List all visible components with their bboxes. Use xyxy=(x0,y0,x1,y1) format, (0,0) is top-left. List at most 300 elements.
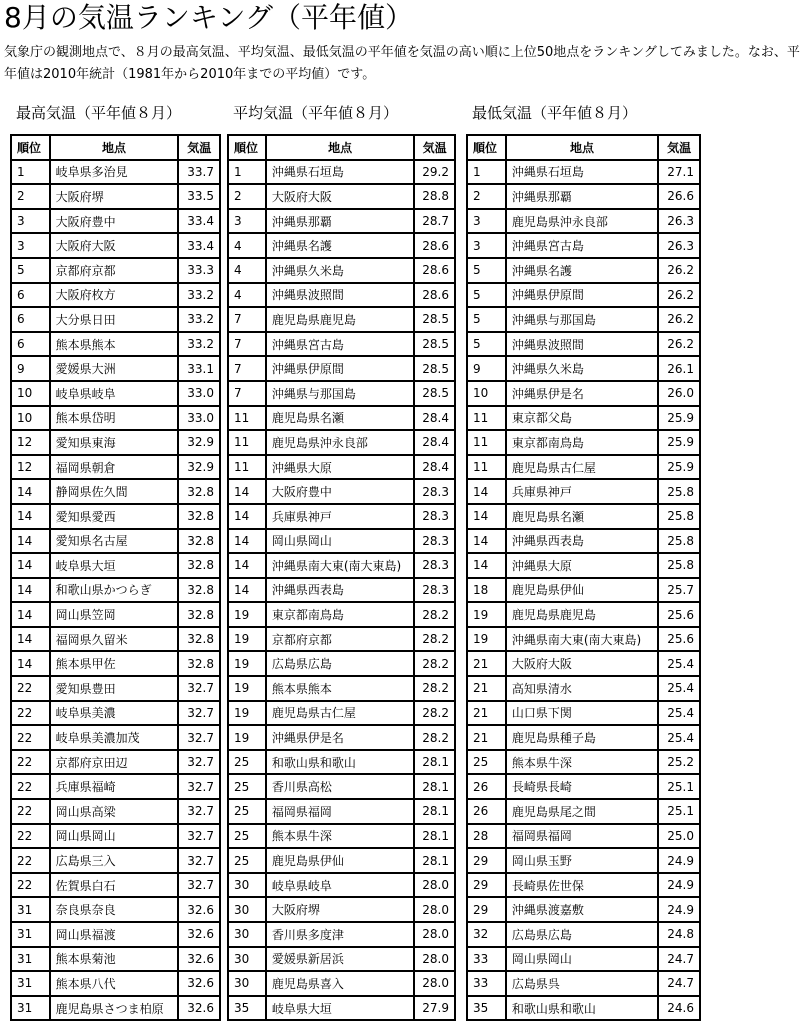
temperature-cell: 28.2 xyxy=(414,627,455,652)
table-row xyxy=(467,824,700,849)
rank-cell: 32 xyxy=(467,922,506,947)
location-cell: 京都府京田辺 xyxy=(50,750,179,775)
rank-cell: 3 xyxy=(11,209,50,234)
rank-cell: 33 xyxy=(467,971,506,996)
rank-cell: 3 xyxy=(228,209,266,234)
location-cell: 大阪府豊中 xyxy=(266,479,414,504)
location-cell: 沖縄県宮古島 xyxy=(506,233,658,258)
location-cell: 沖縄県伊是名 xyxy=(506,381,658,406)
table-row xyxy=(11,332,220,357)
rank-cell: 11 xyxy=(467,406,506,431)
location-cell: 山口県下関 xyxy=(506,701,658,726)
temperature-cell: 25.4 xyxy=(658,725,700,750)
temperature-cell: 26.2 xyxy=(658,283,700,308)
rank-cell: 3 xyxy=(467,209,506,234)
table-row xyxy=(11,184,220,209)
rank-cell: 14 xyxy=(11,602,50,627)
rank-cell: 33 xyxy=(467,947,506,972)
location-cell: 沖縄県宮古島 xyxy=(266,332,414,357)
temperature-cell: 33.0 xyxy=(178,381,220,406)
rank-cell: 4 xyxy=(228,233,266,258)
table-row xyxy=(228,160,455,185)
temperature-cell: 26.2 xyxy=(658,332,700,357)
rank-cell: 14 xyxy=(467,553,506,578)
location-cell: 和歌山県和歌山 xyxy=(506,996,658,1021)
location-cell: 岡山県笠岡 xyxy=(50,602,179,627)
temperature-cell: 29.2 xyxy=(414,160,455,185)
location-cell: 大阪府豊中 xyxy=(50,209,179,234)
location-cell: 沖縄県波照間 xyxy=(506,332,658,357)
location-cell: 沖縄県伊原間 xyxy=(266,356,414,381)
temperature-cell: 32.6 xyxy=(178,947,220,972)
temperature-cell: 25.4 xyxy=(658,651,700,676)
rank-cell: 19 xyxy=(467,602,506,627)
rank-cell: 11 xyxy=(228,430,266,455)
temperature-cell: 33.2 xyxy=(178,307,220,332)
temperature-cell: 28.1 xyxy=(414,774,455,799)
rank-cell: 26 xyxy=(467,774,506,799)
rank-cell: 21 xyxy=(467,701,506,726)
rank-cell: 6 xyxy=(11,332,50,357)
table-row xyxy=(228,209,455,234)
rank-cell: 10 xyxy=(11,406,50,431)
temperature-cell: 26.2 xyxy=(658,258,700,283)
rank-cell: 30 xyxy=(228,897,266,922)
location-cell: 岡山県福渡 xyxy=(50,922,179,947)
rank-cell: 18 xyxy=(467,578,506,603)
table-row xyxy=(228,676,455,701)
location-cell: 沖縄県那覇 xyxy=(266,209,414,234)
temperature-cell: 32.7 xyxy=(178,824,220,849)
location-cell: 鹿児島県鹿児島 xyxy=(506,602,658,627)
temperature-cell: 28.8 xyxy=(414,184,455,209)
location-header: 地点 xyxy=(50,135,179,160)
rank-cell: 11 xyxy=(467,455,506,480)
rank-cell: 19 xyxy=(228,725,266,750)
temperature-cell: 28.5 xyxy=(414,307,455,332)
table-row xyxy=(467,971,700,996)
location-cell: 岐阜県美濃加茂 xyxy=(50,725,179,750)
location-cell: 鹿児島県古仁屋 xyxy=(266,701,414,726)
temperature-cell: 32.7 xyxy=(178,799,220,824)
location-cell: 熊本県八代 xyxy=(50,971,179,996)
rank-cell: 31 xyxy=(11,996,50,1021)
location-cell: 沖縄県大原 xyxy=(506,553,658,578)
location-cell: 鹿児島県名瀬 xyxy=(266,406,414,431)
location-cell: 鹿児島県さつま柏原 xyxy=(50,996,179,1021)
rank-cell: 5 xyxy=(467,283,506,308)
rank-cell: 10 xyxy=(467,381,506,406)
temperature-cell: 28.3 xyxy=(414,479,455,504)
rank-cell: 19 xyxy=(228,651,266,676)
location-cell: 広島県広島 xyxy=(266,651,414,676)
location-cell: 熊本県牛深 xyxy=(266,824,414,849)
location-cell: 高知県清水 xyxy=(506,676,658,701)
table-row xyxy=(467,602,700,627)
location-cell: 東京都南鳥島 xyxy=(266,602,414,627)
temperature-cell: 32.7 xyxy=(178,725,220,750)
rank-header: 順位 xyxy=(228,135,266,160)
temperature-cell: 32.7 xyxy=(178,848,220,873)
location-cell: 鹿児島県喜入 xyxy=(266,971,414,996)
location-cell: 沖縄県石垣島 xyxy=(266,160,414,185)
temperature-cell: 25.1 xyxy=(658,799,700,824)
table-header-row xyxy=(228,135,455,160)
table-row xyxy=(11,160,220,185)
temperature-header: 気温 xyxy=(178,135,220,160)
temperature-cell: 24.9 xyxy=(658,848,700,873)
location-cell: 沖縄県渡嘉敷 xyxy=(506,897,658,922)
rank-cell: 7 xyxy=(228,332,266,357)
rank-cell: 14 xyxy=(228,578,266,603)
location-cell: 鹿児島県古仁屋 xyxy=(506,455,658,480)
temperature-cell: 24.9 xyxy=(658,873,700,898)
location-cell: 東京都南鳥島 xyxy=(506,430,658,455)
rank-cell: 12 xyxy=(11,455,50,480)
table-row xyxy=(467,553,700,578)
table-row xyxy=(467,651,700,676)
rank-cell: 22 xyxy=(11,750,50,775)
location-cell: 長崎県長崎 xyxy=(506,774,658,799)
rank-cell: 5 xyxy=(467,258,506,283)
table-row xyxy=(11,848,220,873)
rank-cell: 28 xyxy=(467,824,506,849)
table-row xyxy=(467,209,700,234)
rank-cell: 14 xyxy=(11,529,50,554)
rank-cell: 25 xyxy=(228,848,266,873)
table-row xyxy=(11,873,220,898)
table-row xyxy=(228,233,455,258)
location-cell: 京都府京都 xyxy=(266,627,414,652)
location-cell: 愛知県愛西 xyxy=(50,504,179,529)
temperature-cell: 24.6 xyxy=(658,996,700,1021)
rank-cell: 2 xyxy=(467,184,506,209)
rank-cell: 26 xyxy=(467,799,506,824)
rank-cell: 25 xyxy=(228,750,266,775)
temperature-cell: 25.9 xyxy=(658,406,700,431)
rank-cell: 31 xyxy=(11,897,50,922)
temperature-cell: 28.2 xyxy=(414,651,455,676)
temperature-cell: 24.9 xyxy=(658,897,700,922)
table-row xyxy=(467,848,700,873)
temperature-cell: 27.1 xyxy=(658,160,700,185)
temperature-cell: 33.4 xyxy=(178,233,220,258)
table-row xyxy=(467,406,700,431)
location-cell: 奈良県奈良 xyxy=(50,897,179,922)
temperature-cell: 28.4 xyxy=(414,430,455,455)
temperature-cell: 32.8 xyxy=(178,578,220,603)
mean-temp-table xyxy=(227,134,456,1021)
location-cell: 沖縄県西表島 xyxy=(506,529,658,554)
table-row xyxy=(467,799,700,824)
rank-cell: 14 xyxy=(11,627,50,652)
table-row xyxy=(228,283,455,308)
rank-cell: 3 xyxy=(11,233,50,258)
location-cell: 大阪府大阪 xyxy=(50,233,179,258)
location-cell: 鹿児島県尾之間 xyxy=(506,799,658,824)
rank-cell: 31 xyxy=(11,947,50,972)
location-cell: 京都府京都 xyxy=(50,258,179,283)
rank-cell: 1 xyxy=(11,160,50,185)
location-header: 地点 xyxy=(266,135,414,160)
location-cell: 沖縄県伊是名 xyxy=(266,725,414,750)
temperature-cell: 24.7 xyxy=(658,971,700,996)
location-cell: 佐賀県白石 xyxy=(50,873,179,898)
temperature-cell: 28.5 xyxy=(414,381,455,406)
table-row xyxy=(228,750,455,775)
table-row xyxy=(228,406,455,431)
table-row xyxy=(467,184,700,209)
table-row xyxy=(467,160,700,185)
location-cell: 和歌山県かつらぎ xyxy=(50,578,179,603)
temperature-cell: 32.8 xyxy=(178,529,220,554)
rank-cell: 7 xyxy=(228,381,266,406)
rank-cell: 6 xyxy=(11,283,50,308)
location-cell: 兵庫県福崎 xyxy=(50,774,179,799)
location-cell: 岐阜県美濃 xyxy=(50,701,179,726)
location-cell: 東京都父島 xyxy=(506,406,658,431)
table-row xyxy=(467,873,700,898)
table-row xyxy=(11,750,220,775)
location-cell: 大分県日田 xyxy=(50,307,179,332)
rank-cell: 5 xyxy=(11,258,50,283)
table-row xyxy=(467,258,700,283)
rank-cell: 21 xyxy=(467,676,506,701)
location-cell: 沖縄県名護 xyxy=(266,233,414,258)
temperature-cell: 32.9 xyxy=(178,455,220,480)
temperature-cell: 24.8 xyxy=(658,922,700,947)
temperature-cell: 25.0 xyxy=(658,824,700,849)
location-cell: 大阪府堺 xyxy=(266,897,414,922)
rank-cell: 25 xyxy=(228,799,266,824)
max-temp-heading: 最高気温（平年値８月） xyxy=(16,104,182,122)
location-cell: 沖縄県名護 xyxy=(506,258,658,283)
table-row xyxy=(11,233,220,258)
rank-cell: 14 xyxy=(11,504,50,529)
table-row xyxy=(11,799,220,824)
rank-cell: 30 xyxy=(228,971,266,996)
table-row xyxy=(11,553,220,578)
min-temp-heading: 最低気温（平年値８月） xyxy=(472,104,638,122)
table-row xyxy=(228,627,455,652)
rank-cell: 29 xyxy=(467,848,506,873)
table-row xyxy=(228,947,455,972)
temperature-cell: 28.5 xyxy=(414,356,455,381)
rank-cell: 22 xyxy=(11,873,50,898)
table-row xyxy=(228,332,455,357)
rank-cell: 22 xyxy=(11,725,50,750)
location-cell: 愛媛県大洲 xyxy=(50,356,179,381)
rank-cell: 12 xyxy=(11,430,50,455)
table-row xyxy=(467,529,700,554)
temperature-header: 気温 xyxy=(658,135,700,160)
rank-cell: 19 xyxy=(228,676,266,701)
location-cell: 福岡県福岡 xyxy=(506,824,658,849)
table-row xyxy=(11,258,220,283)
min-temp-section xyxy=(466,102,701,1021)
rank-cell: 22 xyxy=(11,848,50,873)
table-row xyxy=(11,922,220,947)
location-cell: 香川県多度津 xyxy=(266,922,414,947)
table-row xyxy=(467,578,700,603)
location-cell: 鹿児島県種子島 xyxy=(506,725,658,750)
temperature-cell: 28.2 xyxy=(414,676,455,701)
location-cell: 熊本県菊池 xyxy=(50,947,179,972)
temperature-cell: 25.8 xyxy=(658,553,700,578)
temperature-cell: 32.7 xyxy=(178,750,220,775)
table-row xyxy=(228,971,455,996)
table-row xyxy=(228,307,455,332)
rank-cell: 35 xyxy=(467,996,506,1021)
table-row xyxy=(11,455,220,480)
table-row xyxy=(228,356,455,381)
rank-cell: 14 xyxy=(11,651,50,676)
table-row xyxy=(228,651,455,676)
temperature-cell: 32.8 xyxy=(178,651,220,676)
temperature-cell: 28.5 xyxy=(414,332,455,357)
rank-cell: 14 xyxy=(228,504,266,529)
temperature-cell: 28.3 xyxy=(414,529,455,554)
table-row xyxy=(11,209,220,234)
rank-cell: 14 xyxy=(11,553,50,578)
rank-cell: 14 xyxy=(467,479,506,504)
location-cell: 熊本県熊本 xyxy=(50,332,179,357)
temperature-cell: 32.8 xyxy=(178,479,220,504)
temperature-cell: 25.2 xyxy=(658,750,700,775)
table-row xyxy=(467,774,700,799)
rank-cell: 22 xyxy=(11,774,50,799)
rank-cell: 1 xyxy=(228,160,266,185)
table-row xyxy=(228,873,455,898)
temperature-header: 気温 xyxy=(414,135,455,160)
rank-cell: 14 xyxy=(11,578,50,603)
table-row xyxy=(467,479,700,504)
location-cell: 福岡県久留米 xyxy=(50,627,179,652)
table-row xyxy=(228,553,455,578)
location-cell: 沖縄県久米島 xyxy=(506,356,658,381)
location-cell: 長崎県佐世保 xyxy=(506,873,658,898)
location-cell: 熊本県甲佐 xyxy=(50,651,179,676)
location-cell: 沖縄県波照間 xyxy=(266,283,414,308)
table-row xyxy=(467,307,700,332)
rank-cell: 19 xyxy=(467,627,506,652)
location-cell: 沖縄県与那国島 xyxy=(266,381,414,406)
temperature-cell: 33.5 xyxy=(178,184,220,209)
table-row xyxy=(228,824,455,849)
location-cell: 鹿児島県沖永良部 xyxy=(506,209,658,234)
location-cell: 兵庫県神戸 xyxy=(266,504,414,529)
mean-temp-section xyxy=(227,102,456,1021)
table-row xyxy=(228,799,455,824)
max-temp-section xyxy=(10,102,221,1021)
table-row xyxy=(467,922,700,947)
rank-cell: 14 xyxy=(228,529,266,554)
location-cell: 大阪府枚方 xyxy=(50,283,179,308)
temperature-cell: 28.1 xyxy=(414,750,455,775)
rank-cell: 5 xyxy=(467,307,506,332)
rank-cell: 30 xyxy=(228,922,266,947)
temperature-cell: 28.0 xyxy=(414,971,455,996)
rank-cell: 30 xyxy=(228,947,266,972)
rank-cell: 21 xyxy=(467,725,506,750)
rank-cell: 35 xyxy=(228,996,266,1021)
table-row xyxy=(228,184,455,209)
temperature-cell: 25.9 xyxy=(658,430,700,455)
table-row xyxy=(11,676,220,701)
rank-cell: 25 xyxy=(228,774,266,799)
table-row xyxy=(467,676,700,701)
table-row xyxy=(467,627,700,652)
max-temp-table xyxy=(10,134,221,1021)
temperature-cell: 28.6 xyxy=(414,283,455,308)
location-cell: 鹿児島県鹿児島 xyxy=(266,307,414,332)
location-cell: 大阪府大阪 xyxy=(506,651,658,676)
location-cell: 広島県広島 xyxy=(506,922,658,947)
table-row xyxy=(467,233,700,258)
temperature-cell: 24.7 xyxy=(658,947,700,972)
rank-cell: 7 xyxy=(228,356,266,381)
location-cell: 愛知県豊田 xyxy=(50,676,179,701)
location-cell: 静岡県佐久間 xyxy=(50,479,179,504)
rank-cell: 11 xyxy=(228,455,266,480)
rank-cell: 22 xyxy=(11,824,50,849)
temperature-cell: 33.4 xyxy=(178,209,220,234)
rank-cell: 7 xyxy=(228,307,266,332)
rank-cell: 30 xyxy=(228,873,266,898)
rank-cell: 21 xyxy=(467,651,506,676)
rank-cell: 19 xyxy=(228,701,266,726)
rank-cell: 14 xyxy=(467,529,506,554)
table-row xyxy=(11,897,220,922)
table-row xyxy=(228,922,455,947)
temperature-cell: 26.1 xyxy=(658,356,700,381)
location-cell: 鹿児島県伊仙 xyxy=(266,848,414,873)
temperature-cell: 28.1 xyxy=(414,848,455,873)
rank-cell: 1 xyxy=(467,160,506,185)
location-cell: 沖縄県久米島 xyxy=(266,258,414,283)
table-row xyxy=(467,996,700,1021)
rank-cell: 3 xyxy=(467,233,506,258)
table-row xyxy=(467,332,700,357)
table-row xyxy=(11,430,220,455)
table-row xyxy=(11,701,220,726)
location-cell: 沖縄県那覇 xyxy=(506,184,658,209)
location-cell: 兵庫県神戸 xyxy=(506,479,658,504)
temperature-cell: 28.2 xyxy=(414,725,455,750)
temperature-cell: 28.4 xyxy=(414,455,455,480)
location-cell: 沖縄県大原 xyxy=(266,455,414,480)
table-row xyxy=(467,356,700,381)
table-row xyxy=(228,701,455,726)
table-row xyxy=(11,381,220,406)
location-cell: 岡山県岡山 xyxy=(266,529,414,554)
rank-cell: 29 xyxy=(467,873,506,898)
table-row xyxy=(11,406,220,431)
temperature-cell: 33.0 xyxy=(178,406,220,431)
table-row xyxy=(228,897,455,922)
temperature-cell: 25.7 xyxy=(658,578,700,603)
table-row xyxy=(228,848,455,873)
temperature-cell: 28.0 xyxy=(414,873,455,898)
temperature-cell: 25.6 xyxy=(658,602,700,627)
rank-cell: 2 xyxy=(228,184,266,209)
rank-cell: 4 xyxy=(228,283,266,308)
table-row xyxy=(228,430,455,455)
rank-cell: 25 xyxy=(228,824,266,849)
table-row xyxy=(228,602,455,627)
table-row xyxy=(467,381,700,406)
temperature-cell: 32.7 xyxy=(178,873,220,898)
